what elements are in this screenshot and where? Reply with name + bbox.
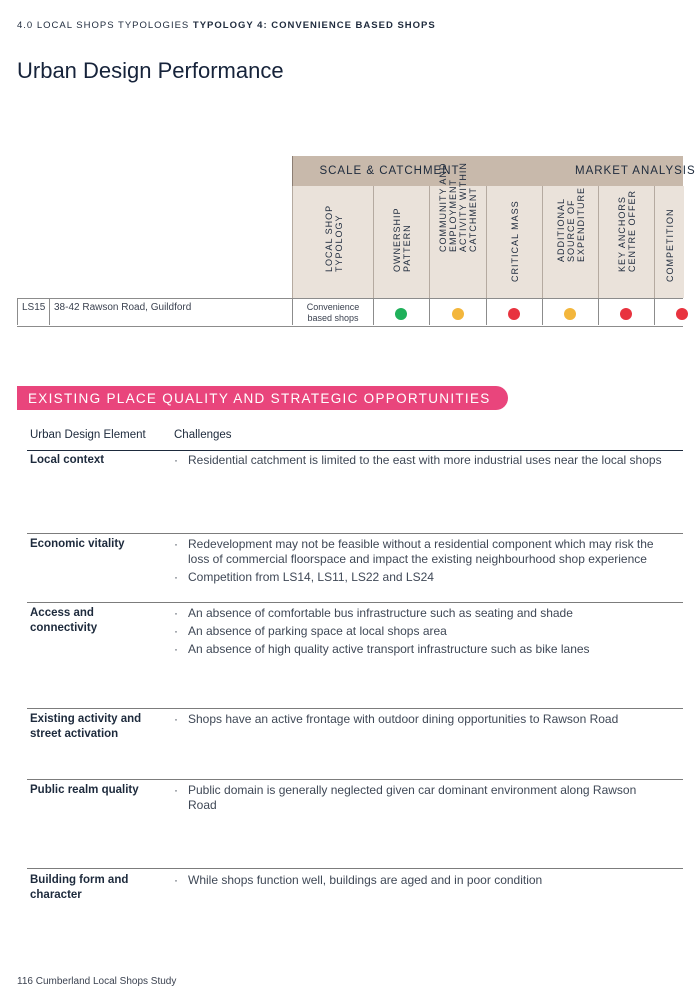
- col-ownership-pattern: [373, 186, 430, 298]
- challenge-item: · Competition from LS14, LS11, LS22 and LS24: [173, 570, 663, 585]
- challenge-item: · Redevelopment may not be feasible without a residential component which may risk the loss of commercial floorspace and impact the existing neighbourhood shop experience: [173, 537, 663, 567]
- row-id: LS15: [17, 298, 49, 325]
- element-public-realm: Public realm quality: [30, 784, 139, 796]
- col-local-shop-typology: [292, 186, 374, 298]
- col-competition: [654, 186, 684, 298]
- row-divider: [27, 602, 683, 603]
- element-local-context: Local context: [30, 454, 105, 466]
- challenges-local-context: [173, 453, 663, 471]
- col-label: KEY ANCHORS CENTRE OFFER: [617, 189, 637, 272]
- group-market-analysis: MARKET ANALYSIS: [486, 156, 683, 186]
- element-existing-activity: Existing activity and street activation: [30, 713, 142, 740]
- row-address: 38-42 Rawson Road, Guildford: [49, 298, 292, 325]
- rating-dot-ownership: [395, 308, 407, 320]
- rating-dot-competition: [676, 308, 688, 320]
- col-critical-mass: [486, 186, 543, 298]
- row-divider: [27, 533, 683, 534]
- challenge-item: · Shops have an active frontage with outdoor dining opportunities to Rawson Road: [173, 712, 663, 727]
- challenge-item: · An absence of high quality active transport infrastructure such as bike lanes: [173, 642, 663, 657]
- row-typology: Convenience based shops: [292, 298, 373, 325]
- col-label: COMPETITION: [664, 208, 675, 282]
- rating-dot-critical-mass: [508, 308, 520, 320]
- challenges-economic-vitality: [173, 537, 663, 588]
- rating-dot-community: [452, 308, 464, 320]
- challenges-public-realm: [173, 783, 663, 816]
- row-divider: [27, 708, 683, 709]
- col-additional-expenditure: [542, 186, 599, 298]
- challenges-access-connectivity: [173, 606, 663, 660]
- challenge-item: · Public domain is generally neglected given car dominant environment along Rawson Road: [173, 783, 663, 813]
- element-building-form: Building form and character: [30, 874, 129, 901]
- challenge-item: · Residential catchment is limited to the east with more industrial uses near the local shops: [173, 453, 663, 468]
- col-label: COMMUNITY AND EMPLOYMENT ACTIVITY WITHIN CATCHMENT: [438, 162, 478, 252]
- col-community-employment: [429, 162, 486, 298]
- row-divider: [27, 779, 683, 780]
- col-label: CRITICAL MASS: [510, 200, 520, 282]
- section-banner: EXISTING PLACE QUALITY AND STRATEGIC OPPORTUNITIES: [17, 386, 508, 410]
- element-economic-vitality: Economic vitality: [30, 538, 125, 550]
- group-scale-catchment: SCALE & CATCHMENT: [292, 156, 486, 186]
- challenge-item: · An absence of comfortable bus infrastructure such as seating and shade: [173, 606, 663, 621]
- col-label: LOCAL SHOP TYPOLOGY: [323, 204, 344, 272]
- header-rule: [27, 450, 683, 451]
- col-label: OWNERSHIP PATTERN: [392, 207, 412, 272]
- challenge-item: · An absence of parking space at local shops area: [173, 624, 663, 639]
- challenges-building-form: [173, 873, 663, 891]
- col-key-anchors: [598, 186, 655, 298]
- col-head-challenges: Challenges: [174, 429, 232, 441]
- col-head-element: Urban Design Element: [30, 429, 146, 441]
- challenge-item: · While shops function well, buildings are aged and in poor condition: [173, 873, 663, 888]
- rating-dot-expenditure: [564, 308, 576, 320]
- running-header: [17, 20, 436, 31]
- col-label: ADDITIONAL SOURCE OF EXPENDITURE: [556, 186, 586, 262]
- challenges-existing-activity: [173, 712, 663, 730]
- header-section: 4.0 LOCAL SHOPS TYPOLOGIES: [17, 20, 190, 31]
- page-footer: 116 Cumberland Local Shops Study: [17, 976, 177, 987]
- row-divider: [27, 868, 683, 869]
- element-access-connectivity: Access and connectivity: [30, 607, 98, 634]
- rating-dot-anchors: [620, 308, 632, 320]
- page-title: Urban Design Performance: [17, 58, 284, 83]
- header-typology: TYPOLOGY 4: CONVENIENCE BASED SHOPS: [192, 20, 436, 31]
